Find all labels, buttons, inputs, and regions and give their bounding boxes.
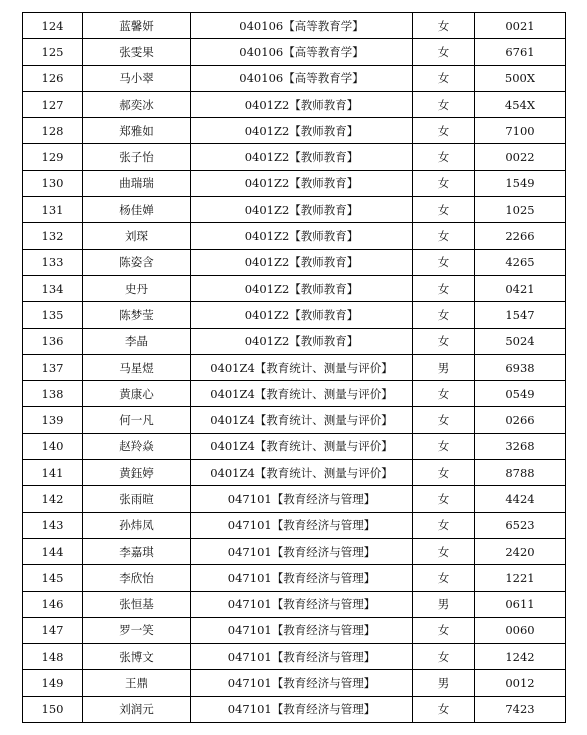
major-cell: 0401Z4【教育统计、测量与评价】 — [191, 460, 413, 486]
gender-cell: 女 — [413, 696, 475, 722]
row-number-cell: 150 — [23, 696, 83, 722]
table-row — [23, 39, 566, 65]
id-suffix-cell: 0421 — [475, 275, 566, 301]
table-row — [23, 407, 566, 433]
row-number-cell: 131 — [23, 197, 83, 223]
gender-cell: 女 — [413, 39, 475, 65]
id-suffix-cell: 5024 — [475, 328, 566, 354]
major-cell: 047101【教育经济与管理】 — [191, 486, 413, 512]
id-suffix-cell: 0266 — [475, 407, 566, 433]
gender-cell: 女 — [413, 144, 475, 170]
student-name-cell: 罗一笑 — [83, 617, 191, 643]
id-suffix-cell: 7100 — [475, 118, 566, 144]
student-name-cell: 何一凡 — [83, 407, 191, 433]
major-cell: 0401Z4【教育统计、测量与评价】 — [191, 407, 413, 433]
gender-cell: 女 — [413, 302, 475, 328]
major-cell: 0401Z2【教师教育】 — [191, 328, 413, 354]
gender-cell: 女 — [413, 13, 475, 39]
major-cell: 047101【教育经济与管理】 — [191, 512, 413, 538]
id-suffix-cell: 0022 — [475, 144, 566, 170]
row-number-cell: 128 — [23, 118, 83, 144]
gender-cell: 女 — [413, 170, 475, 196]
major-cell: 047101【教育经济与管理】 — [191, 696, 413, 722]
table-row — [23, 249, 566, 275]
row-number-cell: 137 — [23, 354, 83, 380]
student-name-cell: 李嘉琪 — [83, 538, 191, 564]
id-suffix-cell: 7423 — [475, 696, 566, 722]
row-number-cell: 139 — [23, 407, 83, 433]
student-name-cell: 李晶 — [83, 328, 191, 354]
gender-cell: 女 — [413, 275, 475, 301]
id-suffix-cell: 1547 — [475, 302, 566, 328]
table-row — [23, 302, 566, 328]
row-number-cell: 134 — [23, 275, 83, 301]
row-number-cell: 147 — [23, 617, 83, 643]
gender-cell: 男 — [413, 354, 475, 380]
id-suffix-cell: 1549 — [475, 170, 566, 196]
student-name-cell: 王鼎 — [83, 670, 191, 696]
student-name-cell: 史丹 — [83, 275, 191, 301]
id-suffix-cell: 500X — [475, 65, 566, 91]
table-row — [23, 354, 566, 380]
major-cell: 0401Z2【教师教育】 — [191, 170, 413, 196]
id-suffix-cell: 1221 — [475, 565, 566, 591]
id-suffix-cell: 2266 — [475, 223, 566, 249]
major-cell: 047101【教育经济与管理】 — [191, 591, 413, 617]
major-cell: 040106【高等教育学】 — [191, 39, 413, 65]
document-page — [22, 12, 565, 723]
table-row — [23, 565, 566, 591]
id-suffix-cell: 4424 — [475, 486, 566, 512]
gender-cell: 女 — [413, 538, 475, 564]
student-name-cell: 张子怡 — [83, 144, 191, 170]
row-number-cell: 144 — [23, 538, 83, 564]
major-cell: 0401Z2【教师教育】 — [191, 302, 413, 328]
row-number-cell: 140 — [23, 433, 83, 459]
row-number-cell: 149 — [23, 670, 83, 696]
gender-cell: 女 — [413, 381, 475, 407]
gender-cell: 女 — [413, 91, 475, 117]
table-row — [23, 170, 566, 196]
major-cell: 0401Z2【教师教育】 — [191, 275, 413, 301]
major-cell: 0401Z2【教师教育】 — [191, 223, 413, 249]
gender-cell: 女 — [413, 617, 475, 643]
student-name-cell: 刘琛 — [83, 223, 191, 249]
row-number-cell: 124 — [23, 13, 83, 39]
table-row — [23, 118, 566, 144]
gender-cell: 女 — [413, 223, 475, 249]
id-suffix-cell: 1242 — [475, 644, 566, 670]
major-cell: 0401Z2【教师教育】 — [191, 91, 413, 117]
id-suffix-cell: 0021 — [475, 13, 566, 39]
row-number-cell: 143 — [23, 512, 83, 538]
table-row — [23, 433, 566, 459]
table-row — [23, 617, 566, 643]
student-name-cell: 郑雅如 — [83, 118, 191, 144]
major-cell: 040106【高等教育学】 — [191, 65, 413, 91]
student-name-cell: 蓝馨妍 — [83, 13, 191, 39]
major-cell: 0401Z2【教师教育】 — [191, 118, 413, 144]
row-number-cell: 148 — [23, 644, 83, 670]
gender-cell: 女 — [413, 486, 475, 512]
student-name-cell: 郝奕冰 — [83, 91, 191, 117]
row-number-cell: 138 — [23, 381, 83, 407]
id-suffix-cell: 6761 — [475, 39, 566, 65]
id-suffix-cell: 8788 — [475, 460, 566, 486]
student-name-cell: 马星煜 — [83, 354, 191, 380]
gender-cell: 女 — [413, 328, 475, 354]
student-name-cell: 黄鈺婷 — [83, 460, 191, 486]
major-cell: 0401Z4【教育统计、测量与评价】 — [191, 381, 413, 407]
table-row — [23, 538, 566, 564]
major-cell: 047101【教育经济与管理】 — [191, 670, 413, 696]
gender-cell: 男 — [413, 670, 475, 696]
table-row — [23, 197, 566, 223]
table-row — [23, 486, 566, 512]
student-name-cell: 黄康心 — [83, 381, 191, 407]
row-number-cell: 129 — [23, 144, 83, 170]
id-suffix-cell: 454X — [475, 91, 566, 117]
table-row — [23, 512, 566, 538]
major-cell: 040106【高等教育学】 — [191, 13, 413, 39]
row-number-cell: 126 — [23, 65, 83, 91]
table-row — [23, 381, 566, 407]
table-row — [23, 696, 566, 722]
table-row — [23, 91, 566, 117]
major-cell: 0401Z2【教师教育】 — [191, 249, 413, 275]
major-cell: 0401Z4【教育统计、测量与评价】 — [191, 433, 413, 459]
major-cell: 047101【教育经济与管理】 — [191, 644, 413, 670]
table-row — [23, 328, 566, 354]
gender-cell: 女 — [413, 118, 475, 144]
student-name-cell: 马小翠 — [83, 65, 191, 91]
id-suffix-cell: 3268 — [475, 433, 566, 459]
table-row — [23, 144, 566, 170]
id-suffix-cell: 2420 — [475, 538, 566, 564]
row-number-cell: 135 — [23, 302, 83, 328]
student-name-cell: 陈姿含 — [83, 249, 191, 275]
id-suffix-cell: 1025 — [475, 197, 566, 223]
student-name-cell: 张恒基 — [83, 591, 191, 617]
row-number-cell: 130 — [23, 170, 83, 196]
student-name-cell: 张博文 — [83, 644, 191, 670]
student-name-cell: 赵羚焱 — [83, 433, 191, 459]
gender-cell: 女 — [413, 407, 475, 433]
id-suffix-cell: 6523 — [475, 512, 566, 538]
gender-cell: 女 — [413, 565, 475, 591]
id-suffix-cell: 0060 — [475, 617, 566, 643]
student-name-cell: 李欣怡 — [83, 565, 191, 591]
row-number-cell: 146 — [23, 591, 83, 617]
major-cell: 0401Z2【教师教育】 — [191, 197, 413, 223]
student-name-cell: 刘润元 — [83, 696, 191, 722]
gender-cell: 女 — [413, 65, 475, 91]
gender-cell: 女 — [413, 460, 475, 486]
student-name-cell: 张雯果 — [83, 39, 191, 65]
row-number-cell: 142 — [23, 486, 83, 512]
student-name-cell: 陈梦莹 — [83, 302, 191, 328]
major-cell: 0401Z2【教师教育】 — [191, 144, 413, 170]
student-list-table — [22, 12, 566, 723]
student-name-cell: 张雨暄 — [83, 486, 191, 512]
row-number-cell: 127 — [23, 91, 83, 117]
major-cell: 0401Z4【教育统计、测量与评价】 — [191, 354, 413, 380]
row-number-cell: 145 — [23, 565, 83, 591]
gender-cell: 男 — [413, 591, 475, 617]
table-row — [23, 460, 566, 486]
student-name-cell: 孙炜凤 — [83, 512, 191, 538]
table-row — [23, 223, 566, 249]
row-number-cell: 125 — [23, 39, 83, 65]
major-cell: 047101【教育经济与管理】 — [191, 538, 413, 564]
table-row — [23, 275, 566, 301]
id-suffix-cell: 0611 — [475, 591, 566, 617]
table-row — [23, 591, 566, 617]
table-row — [23, 13, 566, 39]
table-body — [23, 13, 566, 723]
gender-cell: 女 — [413, 644, 475, 670]
gender-cell: 女 — [413, 433, 475, 459]
table-row — [23, 644, 566, 670]
row-number-cell: 136 — [23, 328, 83, 354]
table-row — [23, 670, 566, 696]
student-name-cell: 杨佳婵 — [83, 197, 191, 223]
gender-cell: 女 — [413, 197, 475, 223]
gender-cell: 女 — [413, 249, 475, 275]
major-cell: 047101【教育经济与管理】 — [191, 565, 413, 591]
id-suffix-cell: 4265 — [475, 249, 566, 275]
row-number-cell: 141 — [23, 460, 83, 486]
id-suffix-cell: 0012 — [475, 670, 566, 696]
row-number-cell: 133 — [23, 249, 83, 275]
major-cell: 047101【教育经济与管理】 — [191, 617, 413, 643]
gender-cell: 女 — [413, 512, 475, 538]
row-number-cell: 132 — [23, 223, 83, 249]
id-suffix-cell: 6938 — [475, 354, 566, 380]
id-suffix-cell: 0549 — [475, 381, 566, 407]
student-name-cell: 曲瑞瑞 — [83, 170, 191, 196]
table-row — [23, 65, 566, 91]
